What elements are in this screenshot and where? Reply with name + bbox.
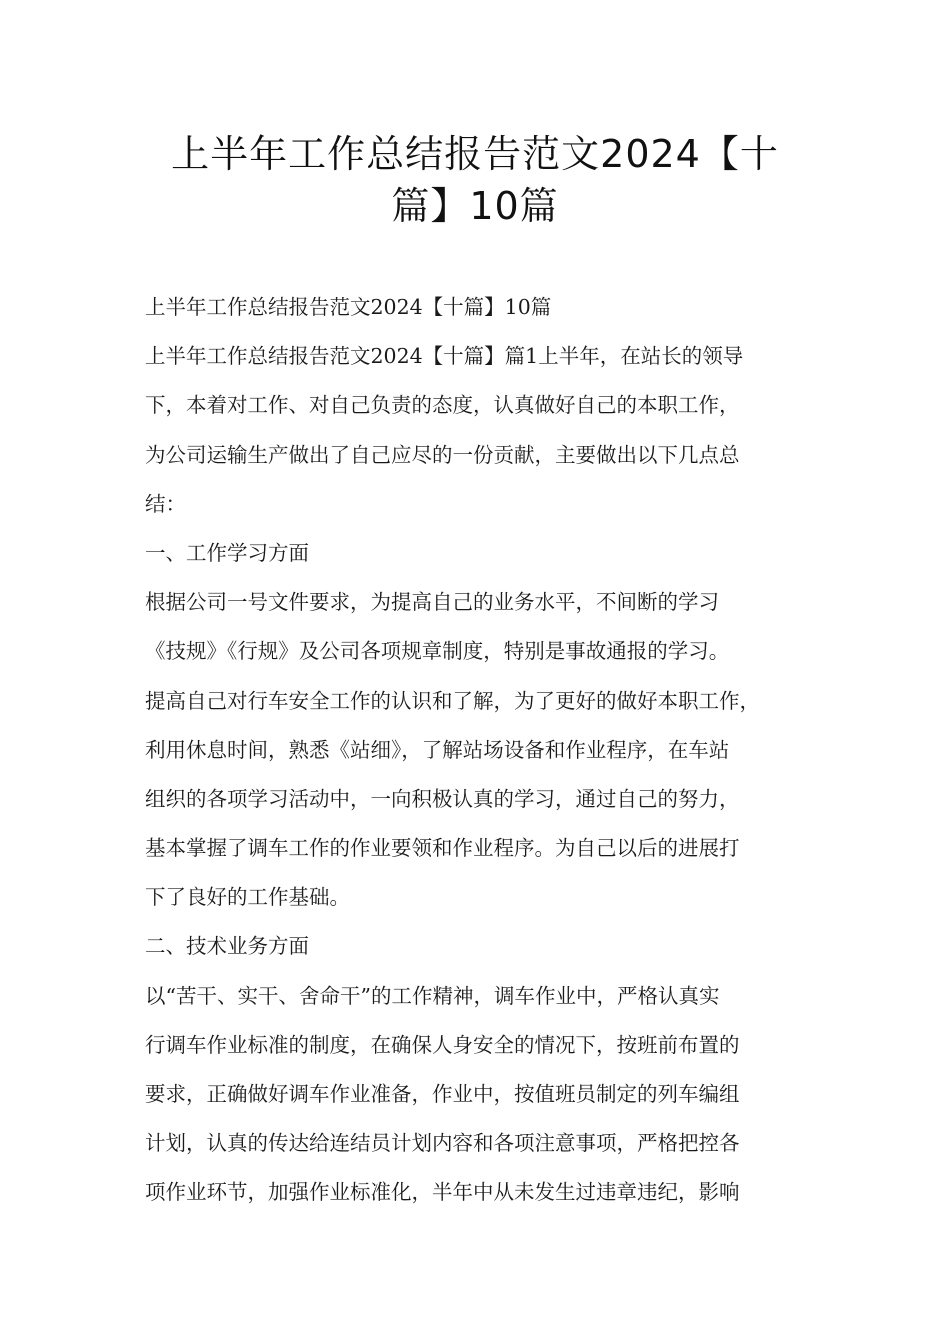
body-line: 计划，认真的传达给连结员计划内容和各项注意事项，严格把控各 <box>145 1131 740 1156</box>
body-line: 为公司运输生产做出了自己应尽的一份贡献，主要做出以下几点总 <box>145 442 740 467</box>
title-line-2: 篇】10篇 <box>391 184 559 228</box>
body-line: 组织的各项学习活动中，一向积极认真的学习，通过自己的努力， <box>145 786 740 811</box>
document-title <box>150 128 800 232</box>
body-line: 行调车作业标准的制度，在确保人身安全的情况下，按班前布置的 <box>145 1032 740 1057</box>
body-line: 项作业环节，加强作业标准化，半年中从未发生过违章违纪，影响 <box>145 1180 740 1205</box>
body-line: 《技规》《行规》及公司各项规章制度，特别是事故通报的学习。 <box>145 639 730 664</box>
body-line: 上半年工作总结报告范文2024【十篇】篇1上半年，在站长的领导 <box>145 344 744 369</box>
body-line: 下，本着对工作、对自己负责的态度，认真做好自己的本职工作， <box>145 393 740 418</box>
body-line: 以“苦干、实干、舍命干”的工作精神，调车作业中，严格认真实 <box>145 983 720 1008</box>
body-line: 下了良好的工作基础。 <box>145 885 350 910</box>
body-line: 要求，正确做好调车作业准备，作业中，按值班员制定的列车编组 <box>145 1082 740 1106</box>
section-heading: 一、工作学习方面 <box>145 540 309 565</box>
body-line: 基本掌握了调车工作的作业要领和作业程序。为自己以后的进展打 <box>145 836 740 861</box>
section-heading: 二、技术业务方面 <box>145 934 309 959</box>
body-line: 根据公司一号文件要求，为提高自己的业务水平，不间断的学习 <box>145 590 719 615</box>
body-line: 提高自己对行车安全工作的认识和了解，为了更好的做好本职工作， <box>145 688 760 713</box>
body-line: 利用休息时间，熟悉《站细》，了解站场设备和作业程序，在车站 <box>145 737 730 762</box>
title-line-1: 上半年工作总结报告范文2024【十 <box>171 132 779 176</box>
body-line: 上半年工作总结报告范文2024【十篇】10篇 <box>145 295 552 319</box>
document-body <box>145 283 825 1218</box>
body-line: 结： <box>145 491 186 516</box>
